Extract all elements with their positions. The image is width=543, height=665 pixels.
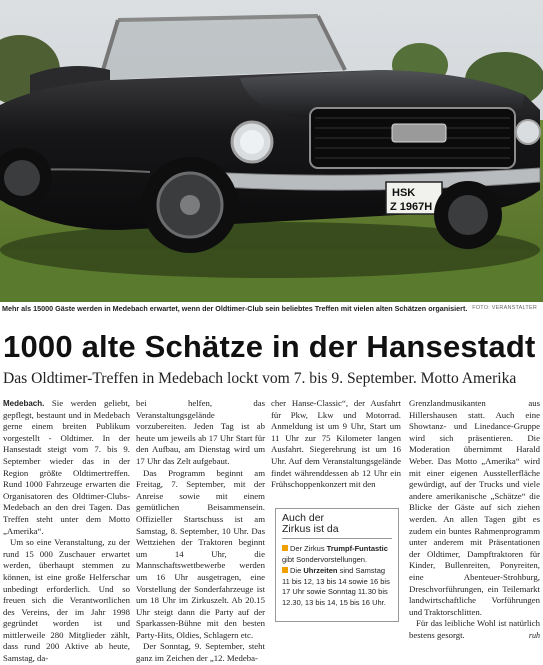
bullet-square-icon <box>282 545 288 551</box>
plate-line2: Z 1967H <box>390 201 433 213</box>
info-box-item <box>282 566 394 608</box>
info-box-title-line2: Zirkus ist da <box>282 523 339 535</box>
article-paragraph: cher Hanse-Classic“, der Ausfahrt für Pkw, Lkw und Motorrad. Anmeldung ist um 9 Uhr, Start um 11 Uhr zur 75 Kilometer langen Ausfahrt. Siegerehrung ist um 16 Uhr. Auf dem Veranstaltungsgelände findet währenddessen ab 12 Uhr ein Frühschoppenkonzert mit den <box>271 398 401 490</box>
paragraph-text: Für das leibliche Wohl ist natürlich bestens gesorgt. <box>409 618 540 640</box>
dateline: Medebach. <box>3 399 45 408</box>
article-paragraph <box>3 398 130 537</box>
photo-caption: Mehr als 15000 Gäste werden in Medebach erwartet, wenn der Oldtimer-Club sein beliebtes Treffen mit vielen alten Schätzen organisiert. <box>2 304 468 313</box>
photo-credit: FOTO: VERANSTALTER <box>472 305 537 311</box>
headline: 1000 alte Schätze in der Hansestadt <box>3 329 536 364</box>
car-photo <box>0 0 543 302</box>
item-text: Der Zirkus <box>290 544 327 553</box>
info-box-item <box>282 544 394 565</box>
article-column-1 <box>3 398 130 665</box>
info-box-divider <box>282 538 392 539</box>
plate-line1: HSK <box>392 187 416 199</box>
article-column-4 <box>409 398 540 641</box>
subheadline: Das Oldtimer-Treffen in Medebach lockt vom 7. bis 9. September. Motto Amerika <box>3 370 517 387</box>
item-text: gibt Sondervorstellungen. <box>282 554 368 564</box>
article-paragraph: Der Sonntag, 9. September, steht ganz im Zeichen der „12. Medeba- <box>136 641 265 664</box>
article-paragraph: Das Programm beginnt am Freitag, 7. September, mit der Anreise sowie mit einem gemütlichen Beisammensein. Offizieller Startschuss ist am Samstag, 8. September, 10 Uhr. Das Wettziehen der Traktoren beginnt um 14 Uhr, die Mannschaftswettbewerbe werden um 16 Uhr ausgetragen, eine Vorstellung der Sonderfahrzeuge ist um 18 Uhr im Zirkuszelt. Ab 20.15 Uhr steigt dann die Party auf der Sparkassen-Bühne mit den besten Party-Hits, Oldies, Schlagern etc. <box>136 467 265 640</box>
info-box-title-line1: Auch der <box>282 512 325 524</box>
paragraph-text: Sie werden geliebt, gepflegt, bestaunt und in Medebach gerne einem breiten Publikum vorgestellt - Oldtimer. In der Hansestadt steigt vom 7. bis 9. September wieder das in der Region größte Oldtimertreffen. Rund 1000 Fahrzeuge erwarten die Organisatoren des Oldtimer-Clubs-Medebach an den drei Tagen. Das Treffen steht unter dem Motto „Amerika“. <box>3 398 130 536</box>
bullet-square-icon <box>282 567 288 573</box>
article-paragraph <box>409 618 540 641</box>
item-bold-text: Uhrzeiten <box>303 566 338 575</box>
info-box <box>275 508 399 622</box>
item-text: sind Samstag 11 bis 12, 13 bis 14 sowie 16 bis 17 Uhr sowie Sonntag 11.30 bis 12.30, 13 bis 14, 15 bis 16 Uhr. <box>282 566 390 607</box>
article-paragraph: Grenzlandmusikanten aus Hillershausen statt. Auch eine Showtanz- und Linedance-Gruppe wird sich präsentieren. Die Moderation übernimmt Harald Weber. Das Motto „Amerika“ wird mit einer eigenen Ausstellerfläche gewürdigt, auf der Trucks und viele andere amerikanische „Schätze“ die Blicke der Gäste auf sich ziehen werden. An allen Tagen gibt es zudem ein buntes Rahmenprogramm unter anderem mit Präsentationen der Oldtimer, Dampftraktoren für Kinder, Bullenreiten, Ponyreiten, eine Abenteuer-Strohburg, Dreschvorführungen, ein Teilemarkt landwirtschaftliche Vorführungen und Traktorschlitten. <box>409 398 540 617</box>
article-column-2 <box>136 398 265 665</box>
article-column-3 <box>271 398 401 491</box>
item-bold-text: Trumpf-Funtastic <box>326 544 388 553</box>
article-paragraph: bei helfen, das Veranstaltungsgelände vorzubereiten. Jeden Tag ist ab heute um jeweils ab 17 Uhr Start für den Aufbau, am Dienstag wird um 17 Uhr das Zelt aufgebaut. <box>136 398 265 466</box>
item-text: Die <box>290 566 304 575</box>
article-paragraph: Um so eine Veranstaltung, zu der rund 15 000 Zuschauer erwartet werden, überhaupt stemmen zu können, ist eine große Helferschar unbedingt erforderlich. Und so freuen sich die Verantwortlichen des Vereins, der im Jahr 1998 gegründet worden ist und mittlerweile 280 Mitglieder zählt, dass rund 200 Aktive ab heute, Samstag, da- <box>3 537 130 664</box>
author-signature: ruh <box>528 630 540 640</box>
